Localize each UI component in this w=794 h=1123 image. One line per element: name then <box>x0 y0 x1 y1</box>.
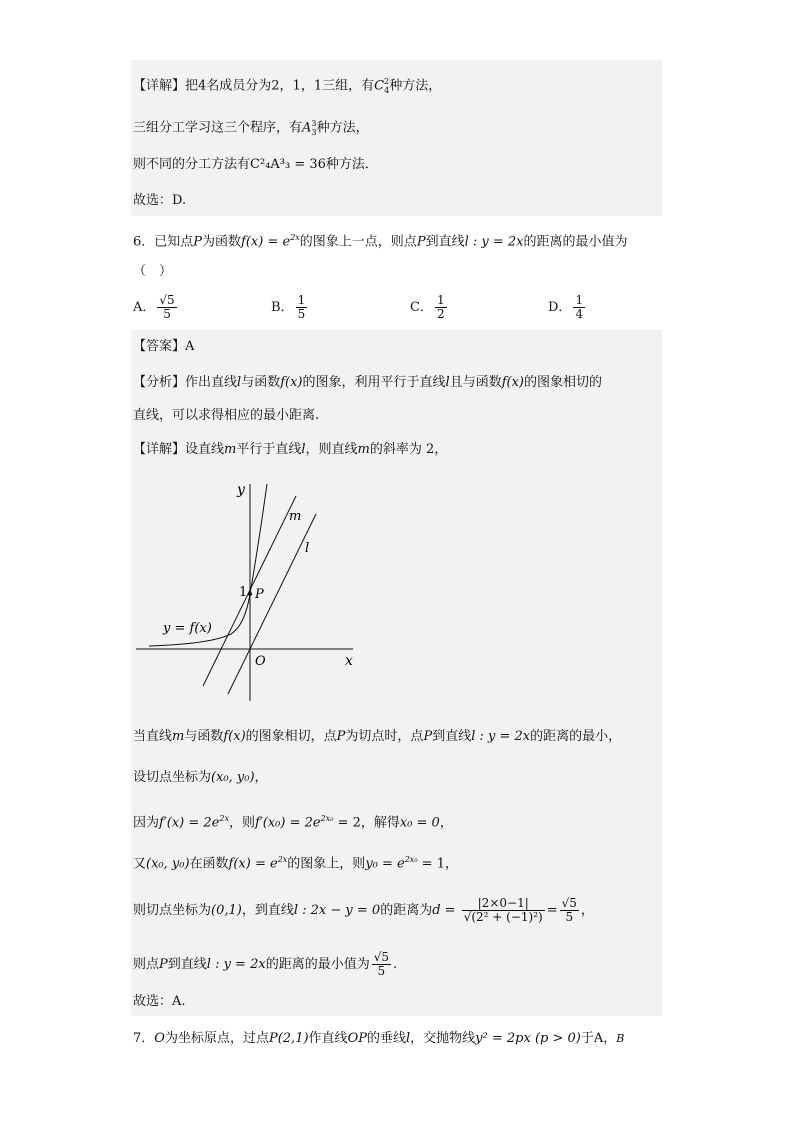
distance-fraction: $\frac{|2\times 0-1|}{\text{√(2² + (−1)²)}}$ <box>463 896 543 924</box>
label-l: l <box>305 541 310 556</box>
option-d[interactable]: D． $\frac{1}{4}$ <box>548 293 584 321</box>
option-b-value: $\frac{1}{5}$ <box>297 293 306 321</box>
point-p <box>248 592 252 596</box>
detail2-p1: 当直线m与函数f(x)的图象相切，点P为切点时，点P到直线l : y = 2x的距离的最小， <box>133 729 622 744</box>
analysis-line2: 直线，可以求得相应的最小距离. <box>133 408 320 423</box>
option-c[interactable]: C． $\frac{1}{2}$ <box>410 293 445 321</box>
detail2-p2: 设切点坐标为(x₀, y₀)， <box>133 770 268 785</box>
option-a[interactable]: A． $\frac{√5}{5}$ <box>133 293 175 321</box>
detail1-choice: 故选：D. <box>133 193 187 208</box>
option-d-value: $\frac{1}{4}$ <box>575 293 584 321</box>
detail2-line1: 【详解】设直线m平行于直线l，则直线m的斜率为 2， <box>133 442 448 457</box>
graph-figure <box>131 476 371 710</box>
detail1-line1: 【详解】把4名成员分为2，1，1三组，有$C^2_4$种方法， <box>133 77 442 95</box>
detail2-p3: 因为$f'(x) = 2e^{2x}$，则$f'(x_0) = 2e^{2x_0} = 2$，解得x₀ = 0， <box>133 814 453 831</box>
graph-svg <box>131 476 371 706</box>
label-m: m <box>289 509 302 524</box>
min-distance-fraction: $\frac{√5}{5}$ <box>373 950 389 978</box>
label-one: 1 <box>239 585 248 600</box>
detail2-p4: 又(x₀, y₀)在函数$f(x) = e^{2x}$的图象上，则$y_0 = e^{2x_0} = 1$， <box>133 855 458 872</box>
question-6-stem: 6．已知点P为函数$f(x) = e^{2x}$的图象上一点，则点P到直线l : y = 2x的距离的最小值为 <box>133 233 628 250</box>
label-curve: y = f(x) <box>163 621 212 636</box>
detail1-line2: 三组分工学习这三个程序，有$A^3_3$种方法， <box>133 119 369 137</box>
label-x: x <box>345 653 353 669</box>
answer: 【答案】A <box>133 339 195 354</box>
question-7-stem: 7．O为坐标原点，过点P(2,1)作直线OP的垂线l，交抛物线y² = 2px (p > 0)于A，B <box>133 1031 625 1046</box>
detail1-line3: 则不同的分工方法有C²₄A³₃ = 36种方法． <box>133 157 378 172</box>
detail2-p5: 则切点坐标为(0,1)，到直线l : 2x − y = 0的距离为d = $\frac{|2\times 0-1|}{\text{√(2² + (−1)²)}}$ = $\frac{√5}{5}$ ， <box>133 896 594 924</box>
line-l <box>228 514 316 694</box>
label-p: P <box>255 587 264 602</box>
distance-result: $\frac{√5}{5}$ <box>561 896 577 924</box>
analysis-line1: 【分析】作出直线l与函数f(x)的图象，利用平行于直线l且与函数f(x)的图象相切的 <box>133 375 603 390</box>
question-6-paren: （ ） <box>133 264 173 279</box>
detail2-p6: 则点P到直线l : y = 2x的距离的最小值为 $\frac{√5}{5}$ . <box>133 950 398 978</box>
option-c-value: $\frac{1}{2}$ <box>436 293 445 321</box>
option-a-value: $\frac{√5}{5}$ <box>159 293 175 321</box>
option-b[interactable]: B． $\frac{1}{5}$ <box>271 293 306 321</box>
label-origin: O <box>255 654 266 669</box>
label-y: y <box>237 482 245 498</box>
detail2-choice: 故选：A. <box>133 994 186 1009</box>
